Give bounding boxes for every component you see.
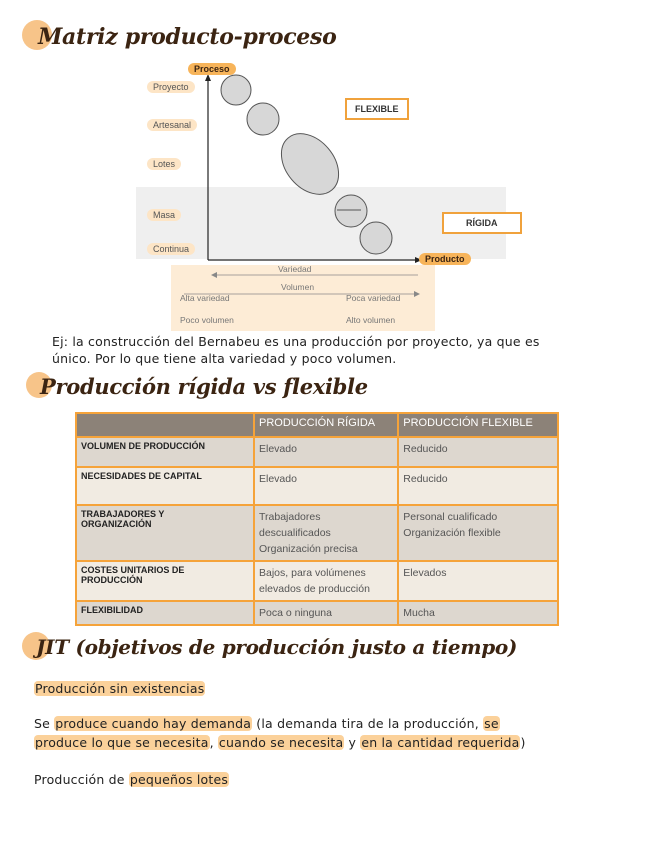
rigid-value: Elevado (254, 437, 398, 467)
jit-highlight: Producción sin existencias (35, 681, 205, 696)
level-masa: Masa (147, 209, 181, 221)
row-label: NECESIDADES DE CAPITAL (76, 467, 254, 505)
high-variety-label: Alta variedad (180, 293, 230, 303)
row-label: FLEXIBILIDAD (76, 601, 254, 625)
rigid-value: Elevado (254, 467, 398, 505)
flexible-value: Reducido (398, 467, 558, 505)
volume-label: Volumen (281, 282, 315, 292)
jit-highlight: en la cantidad requerida (361, 735, 520, 750)
flexible-value: Reducido (398, 437, 558, 467)
jit-item-2 (34, 715, 500, 732)
level-artesanal: Artesanal (147, 119, 197, 131)
row-label-line: PRODUCCIÓN (81, 575, 143, 585)
flexible-value-line: Organización flexible (403, 527, 501, 539)
section-title-jit: JIT (objetivos de producción justo a tiempo) (36, 635, 518, 659)
example-line-1: Ej: la construcción del Bernabeu es una producción por proyecto, ya que es (52, 334, 540, 349)
rigid-value: Poca o ninguna (254, 601, 398, 625)
row-label-line: ORGANIZACIÓN (81, 519, 152, 529)
y-axis-label: Proceso (188, 63, 236, 75)
jit-highlight: se (484, 716, 499, 731)
product-process-diagram (136, 60, 516, 330)
section-title-rigida-flexible: Producción rígida vs flexible (40, 374, 368, 399)
jit-text: (la demanda tira de la producción, (252, 716, 484, 731)
variety-arrow-head (211, 272, 217, 278)
jit-highlight: produce cuando hay demanda (55, 716, 252, 731)
section-title-matriz: Matriz producto-proceso (38, 24, 337, 50)
masa-circle (335, 195, 367, 227)
jit-highlight: cuando se necesita (218, 735, 344, 750)
flexible-value-line: Personal cualificado (403, 511, 498, 523)
continua-circle (360, 222, 392, 254)
row-label-line: COSTES UNITARIOS DE (81, 565, 185, 575)
x-axis-label: Producto (419, 253, 471, 265)
jit-item-4 (34, 771, 229, 788)
row-label (76, 561, 254, 601)
table-header-flexible: PRODUCCIÓN FLEXIBLE (398, 413, 558, 437)
jit-highlight: pequeños lotes (129, 772, 229, 787)
high-volume-label: Alto volumen (346, 315, 396, 325)
table-row (76, 505, 558, 561)
y-axis-arrow (205, 74, 211, 81)
variety-label: Variedad (278, 264, 312, 274)
jit-text: Producción de (34, 772, 129, 787)
jit-text: y (344, 735, 361, 750)
diagram-axes (136, 60, 516, 330)
low-volume-label: Poco volumen (180, 315, 234, 325)
rigid-box: RÍGIDA (442, 212, 522, 234)
level-proyecto: Proyecto (147, 81, 195, 93)
jit-text: , (209, 735, 218, 750)
table-header-blank (76, 413, 254, 437)
table-row (76, 437, 558, 467)
rigid-value-line: elevados de producción (259, 583, 370, 595)
flexible-value (398, 505, 558, 561)
example-line-2: único. Por lo que tiene alta variedad y poco volumen. (52, 351, 397, 366)
volume-arrow-head (414, 291, 420, 297)
rigid-value-line: Organización precisa (259, 543, 358, 555)
rigid-value (254, 505, 398, 561)
jit-item-3 (34, 734, 526, 751)
rigid-value-line: Trabajadores (259, 511, 321, 523)
flexible-box: FLEXIBLE (345, 98, 409, 120)
rigid-value (254, 561, 398, 601)
table-row (76, 467, 558, 505)
jit-highlight: produce lo que se necesita (35, 735, 209, 750)
row-label: VOLUMEN DE PRODUCCIÓN (76, 437, 254, 467)
rigid-value-line: descualificados (259, 527, 331, 539)
jit-text: ) (520, 735, 526, 750)
lotes-ellipse (270, 123, 350, 206)
flexible-value: Elevados (398, 561, 558, 601)
table-row (76, 561, 558, 601)
table-header-row (76, 413, 558, 437)
row-label (76, 505, 254, 561)
level-lotes: Lotes (147, 158, 181, 170)
flexible-value: Mucha (398, 601, 558, 625)
rigid-value-line: Bajos, para volúmenes (259, 567, 366, 579)
comparison-table (75, 412, 559, 626)
table-row (76, 601, 558, 625)
jit-item-1 (34, 680, 205, 697)
artesanal-circle (247, 103, 279, 135)
low-variety-label: Poca variedad (346, 293, 401, 303)
jit-text: Se (34, 716, 55, 731)
level-continua: Continua (147, 243, 195, 255)
table-header-rigid: PRODUCCIÓN RÍGIDA (254, 413, 398, 437)
row-label-line: TRABAJADORES Y (81, 509, 165, 519)
proyecto-circle (221, 75, 251, 105)
